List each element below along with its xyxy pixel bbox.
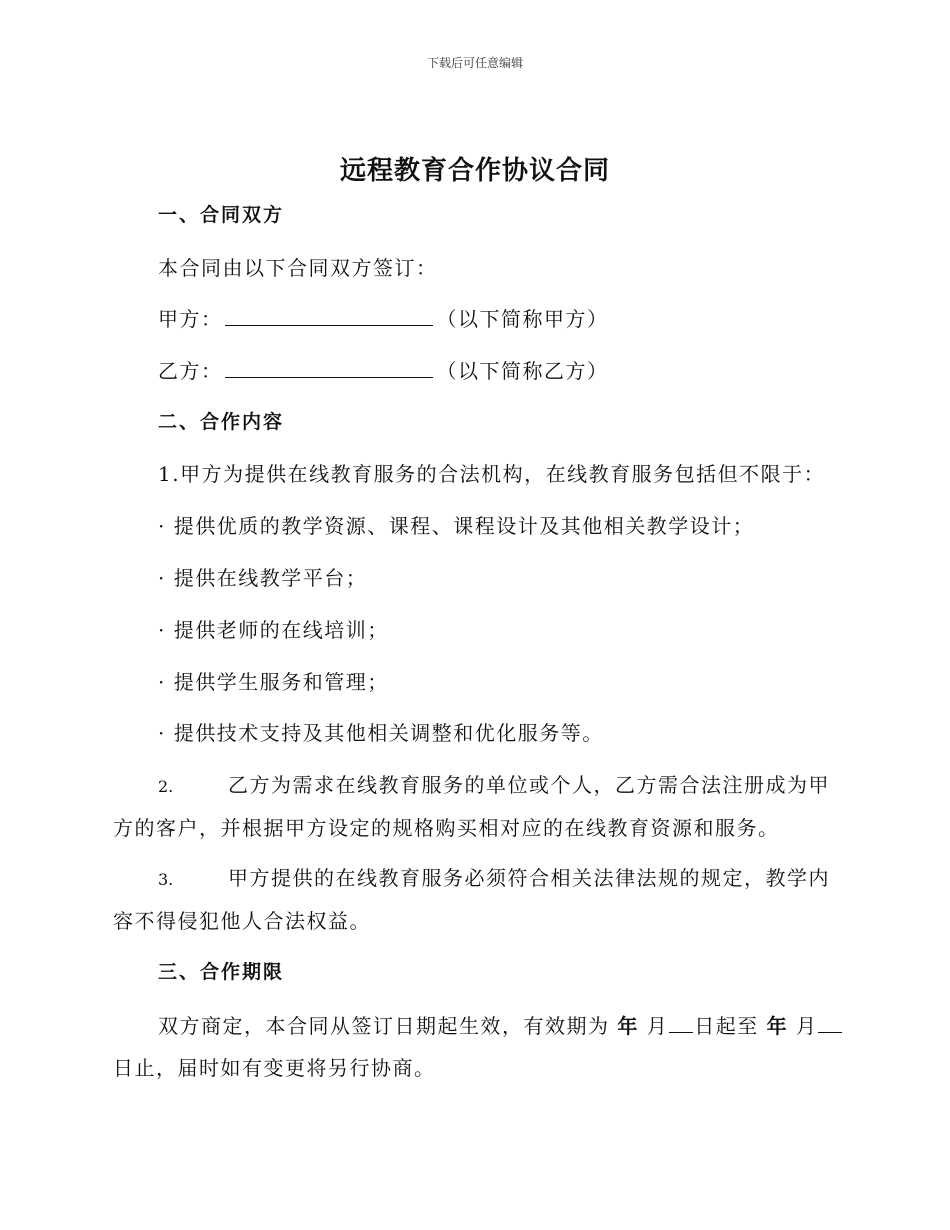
day-blank xyxy=(669,1014,693,1033)
month-label: 月 xyxy=(646,1014,669,1038)
party-a-line xyxy=(158,303,609,332)
cooperation-item-3 xyxy=(158,862,830,891)
item-2-number: 2. xyxy=(158,777,174,796)
document-title: 远程教育合作协议合同 xyxy=(339,156,610,186)
party-b-blank xyxy=(225,359,433,378)
party-a-note: （以下简称甲方） xyxy=(436,307,609,331)
service-bullet: · 提供技术支持及其他相关调整和优化服务等。 xyxy=(158,721,604,745)
cooperation-item-2-cont: 方的客户，并根据甲方设定的规格购买相对应的在线教育资源和服务。 xyxy=(113,816,780,840)
cooperation-item-3-cont: 容不得侵犯他人合法权益。 xyxy=(113,909,371,933)
month-label: 月 xyxy=(795,1014,818,1038)
item-3-text: 甲方提供的在线教育服务必须符合相关法律法规的规定，教学内 xyxy=(228,866,830,890)
party-a-label: 甲方： xyxy=(158,307,223,331)
day-blank xyxy=(818,1014,842,1033)
service-bullet: · 提供在线教学平台； xyxy=(158,566,368,590)
section-heading-parties: 一、合同双方 xyxy=(158,204,285,226)
service-bullet: · 提供优质的教学资源、课程、课程设计及其他相关教学设计； xyxy=(158,514,755,538)
party-a-blank xyxy=(225,307,433,326)
term-line-1 xyxy=(158,1010,843,1039)
party-b-label: 乙方： xyxy=(158,359,223,383)
party-b-line xyxy=(158,355,609,384)
term-line-2: 日止，届时如有变更将另行协商。 xyxy=(113,1056,436,1080)
item-2-text: 乙方为需求在线教育服务的单位或个人，乙方需合法注册成为甲 xyxy=(228,773,830,797)
service-bullet: · 提供学生服务和管理； xyxy=(158,670,389,694)
service-bullet: · 提供老师的在线培训； xyxy=(158,618,389,642)
item-3-number: 3. xyxy=(158,870,174,889)
cooperation-item-2 xyxy=(158,769,830,798)
year-label: 年 xyxy=(617,1014,639,1038)
page-header: 下载后可任意编辑 xyxy=(426,56,523,70)
year-label: 年 xyxy=(766,1014,789,1038)
section-heading-cooperation: 二、合作内容 xyxy=(158,411,285,433)
term-text: 双方商定，本合同从签订日期起生效，有效期为 xyxy=(158,1014,610,1038)
day-from-label: 日起至 xyxy=(694,1014,759,1038)
section-heading-term: 三、合作期限 xyxy=(158,961,285,983)
cooperation-item-1: 1.甲方为提供在线教育服务的合法机构，在线教育服务包括但不限于： xyxy=(158,462,826,486)
party-b-note: （以下简称乙方） xyxy=(436,359,609,383)
parties-intro: 本合同由以下合同双方签订： xyxy=(158,256,438,280)
